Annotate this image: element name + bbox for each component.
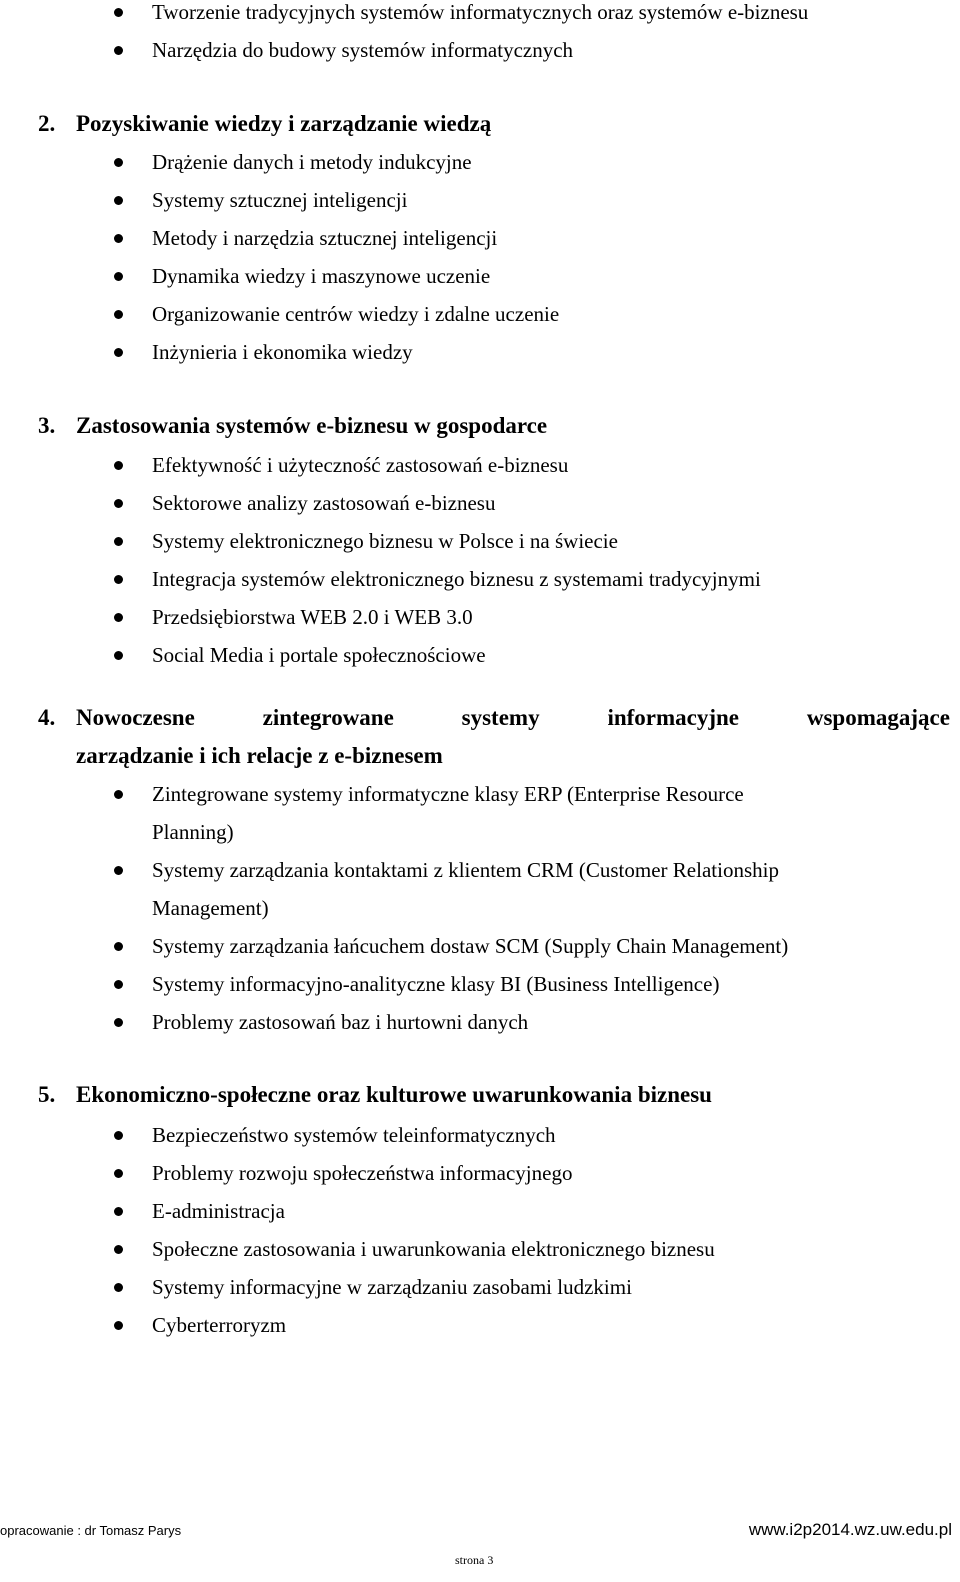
list-item: Organizowanie centrów wiedzy i zdalne uczenie (152, 302, 560, 326)
bullet-icon (114, 980, 123, 989)
bullet-icon (114, 348, 123, 357)
list-item: Dynamika wiedzy i maszynowe uczenie (152, 264, 491, 288)
heading-word: zintegrowane (262, 705, 394, 730)
bullet-icon (114, 310, 123, 319)
bullet-icon (114, 234, 123, 243)
bullet-icon (114, 1207, 123, 1216)
bullet-icon (114, 196, 123, 205)
list-item: Zintegrowane systemy informatyczne klasy ERP (Enterprise Resource (152, 782, 744, 806)
list-item: Systemy sztucznej inteligencji (152, 188, 408, 212)
list-item: Sektorowe analizy zastosowań e-biznesu (152, 491, 496, 515)
section-number: 3. (38, 413, 56, 438)
footer-author: opracowanie : dr Tomasz Parys (0, 1523, 182, 1538)
bullet-icon (114, 1321, 123, 1330)
list-item: Social Media i portale społecznościowe (152, 643, 486, 667)
list-item: Bezpieczeństwo systemów teleinformatycznych (152, 1123, 556, 1147)
list-item: Metody i narzędzia sztucznej inteligencji (152, 226, 498, 250)
bullet-icon (114, 651, 123, 660)
list-item: Problemy rozwoju społeczeństwa informacyjnego (152, 1161, 573, 1185)
bullet-icon (114, 8, 123, 17)
heading-word: informacyjne (607, 705, 740, 730)
bullet-icon (114, 790, 123, 799)
bullet-icon (114, 499, 123, 508)
bullet-icon (114, 942, 123, 951)
list-item: Problemy zastosowań baz i hurtowni danych (152, 1010, 529, 1034)
bullet-icon (114, 461, 123, 470)
list-item: Integracja systemów elektronicznego biznesu z systemami tradycyjnymi (152, 567, 761, 591)
section-heading: Pozyskiwanie wiedzy i zarządzanie wiedzą (76, 111, 492, 136)
bullet-icon (114, 537, 123, 546)
list-item: Drążenie danych i metody indukcyjne (152, 150, 472, 174)
section-heading-line-1 (76, 705, 950, 731)
list-item: Przedsiębiorstwa WEB 2.0 i WEB 3.0 (152, 605, 473, 629)
bullet-icon (114, 575, 123, 584)
bullet-icon (114, 1245, 123, 1254)
heading-word: Nowoczesne (76, 705, 195, 730)
list-item-continuation: Planning) (152, 820, 234, 844)
heading-word: wspomagające (806, 705, 950, 730)
list-item: Inżynieria i ekonomika wiedzy (152, 340, 413, 364)
bullet-icon (114, 866, 123, 875)
bullet-icon (114, 613, 123, 622)
bullet-icon (114, 158, 123, 167)
bullet-icon (114, 1131, 123, 1140)
bullet-icon (114, 1169, 123, 1178)
list-item: E-administracja (152, 1199, 285, 1223)
section-number: 5. (38, 1082, 56, 1107)
heading-word: systemy (461, 705, 540, 730)
bullet-icon (114, 1018, 123, 1027)
section-number: 2. (38, 111, 56, 136)
list-item: Systemy informacyjno-analityczne klasy BI (Business Intelligence) (152, 972, 720, 996)
list-item-continuation: Management) (152, 896, 269, 920)
list-item: Cyberterroryzm (152, 1313, 287, 1337)
list-item: Efektywność i użyteczność zastosowań e-biznesu (152, 453, 569, 477)
section-number: 4. (38, 705, 56, 730)
list-item: Systemy zarządzania łańcuchem dostaw SCM (Supply Chain Management) (152, 934, 789, 958)
list-item: Narzędzia do budowy systemów informatycznych (152, 38, 574, 62)
bullet-icon (114, 272, 123, 281)
bullet-icon (114, 46, 123, 55)
section-heading: Ekonomiczno-społeczne oraz kulturowe uwarunkowania biznesu (76, 1082, 712, 1107)
list-item: Tworzenie tradycyjnych systemów informatycznych oraz systemów e-biznesu (152, 0, 809, 24)
list-item: Społeczne zastosowania i uwarunkowania elektronicznego biznesu (152, 1237, 715, 1261)
footer-website-link[interactable]: www.i2p2014.wz.uw.edu.pl (748, 1520, 952, 1539)
list-item: Systemy zarządzania kontaktami z klientem CRM (Customer Relationship (152, 858, 779, 882)
bullet-icon (114, 1283, 123, 1292)
section-heading-line-2: zarządzanie i ich relacje z e-biznesem (76, 743, 443, 768)
section-heading: Zastosowania systemów e-biznesu w gospodarce (76, 413, 548, 438)
list-item: Systemy informacyjne w zarządzaniu zasobami ludzkimi (152, 1275, 632, 1299)
footer-page-number: strona 3 (455, 1553, 494, 1567)
list-item: Systemy elektronicznego biznesu w Polsce i na świecie (152, 529, 618, 553)
